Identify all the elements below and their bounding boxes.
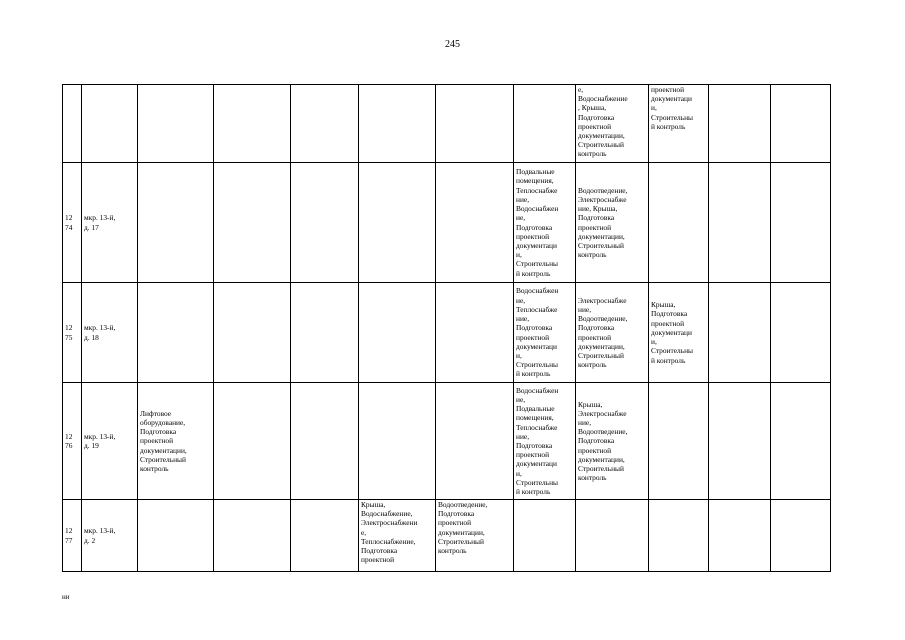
table-cell: [649, 383, 709, 500]
table-cell: [138, 85, 214, 163]
table-cell: Водоотведение, Подготовка проектной документации, Строительный контроль: [436, 500, 514, 572]
page-number: 245: [445, 39, 460, 50]
table-cell: [214, 283, 291, 383]
table-row: [63, 163, 831, 283]
table-cell: Водоснабжен ие, Подвальные помещения, Теплоснабже ние, Подготовка проектной документаци и, Строительны й контроль: [514, 383, 576, 500]
table-cell: [214, 163, 291, 283]
row-number-cell: 12 75: [63, 283, 82, 383]
table-cell: е, Водоснабжение , Крыша, Подготовка проектной документации, Строительный контроль: [576, 85, 649, 163]
table-cell: Крыша, Электроснабже ние, Водоотведение, Подготовка проектной документации, Строительный контроль: [576, 383, 649, 500]
table-cell: Крыша, Подготовка проектной документаци и, Строительны й контроль: [649, 283, 709, 383]
address-cell: мкр. 13-й, д. 17: [82, 163, 138, 283]
table-cell: Подвальные помещения, Теплоснабже ние, Водоснабжен ие, Подготовка проектной документаци и, Строительны й контроль: [514, 163, 576, 283]
table-cell: [709, 500, 771, 572]
table-cell: [576, 500, 649, 572]
row-number-cell: 12 77: [63, 500, 82, 572]
table-row: [63, 85, 831, 163]
table-cell: [214, 383, 291, 500]
table-cell: [359, 283, 436, 383]
table-cell: [291, 85, 359, 163]
table-row: [63, 500, 831, 572]
table-cell: [359, 85, 436, 163]
table-cell: [291, 383, 359, 500]
footer-note: ни: [62, 593, 70, 601]
table-cell: [771, 383, 831, 500]
address-cell: мкр. 13-й, д. 18: [82, 283, 138, 383]
table-cell: [514, 85, 576, 163]
table-cell: [771, 85, 831, 163]
capital-repair-table: [62, 84, 831, 572]
table-cell: [214, 85, 291, 163]
table-cell: [436, 383, 514, 500]
table-row: [63, 383, 831, 500]
table-cell: [214, 500, 291, 572]
address-cell: [82, 85, 138, 163]
table-cell: [709, 283, 771, 383]
table-cell: [436, 283, 514, 383]
table-row: [63, 283, 831, 383]
table-cell: [359, 163, 436, 283]
table-cell: Крыша, Водоснабжение, Электроснабжени е, Теплоснабжение, Подготовка проектной: [359, 500, 436, 572]
table-cell: [291, 283, 359, 383]
table-cell: [709, 85, 771, 163]
table-cell: Лифтовое оборудование, Подготовка проектной документации, Строительный контроль: [138, 383, 214, 500]
table-cell: [436, 163, 514, 283]
row-number-cell: [63, 85, 82, 163]
table-cell: [291, 500, 359, 572]
table-cell: [291, 163, 359, 283]
table-cell: Электроснабже ние, Водоотведение, Подготовка проектной документации, Строительный контроль: [576, 283, 649, 383]
table-cell: [138, 500, 214, 572]
table-cell: [709, 163, 771, 283]
row-number-cell: 12 76: [63, 383, 82, 500]
table-cell: [359, 383, 436, 500]
table-cell: [771, 283, 831, 383]
table-cell: [436, 85, 514, 163]
table-cell: [649, 163, 709, 283]
address-cell: мкр. 13-й, д. 19: [82, 383, 138, 500]
table-cell: [514, 500, 576, 572]
table-cell: Водоснабжен ие, Теплоснабже ние, Подготовка проектной документаци и, Строительны й контроль: [514, 283, 576, 383]
address-cell: мкр. 13-й, д. 2: [82, 500, 138, 572]
table-cell: [709, 383, 771, 500]
table-cell: [771, 500, 831, 572]
row-number-cell: 12 74: [63, 163, 82, 283]
table-cell: [138, 283, 214, 383]
table-cell: [649, 500, 709, 572]
table-cell: проектной документаци и, Строительны й контроль: [649, 85, 709, 163]
table-cell: Водоотведение, Электроснабже ние, Крыша, Подготовка проектной документации, Строительный контроль: [576, 163, 649, 283]
table-cell: [138, 163, 214, 283]
table-cell: [771, 163, 831, 283]
